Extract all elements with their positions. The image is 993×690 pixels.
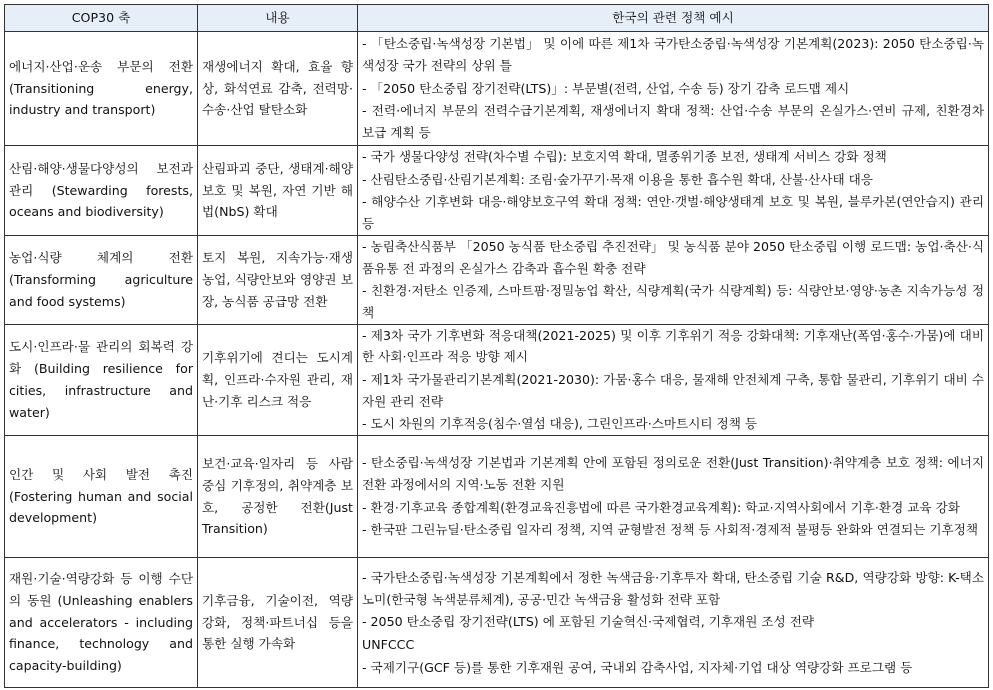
- policy-item: - 해양수산 기후변화 대응·해양보호구역 확대 정책: 연안·갯벌·해양생태계 보호 및 복원, 블루카본(연안습지) 관리 등: [362, 194, 984, 232]
- policy-item: - 제1차 국가물관리기본계획(2021-2030): 가뭄·홍수 대응, 물재해 안전체계 구축, 통합 물관리, 기후위기 대비 수자원 관리 전략: [362, 372, 984, 409]
- content-cell: 기후위기에 견디는 도시계획, 인프라·수자원 관리, 재난·기후 리스크 적응: [198, 324, 358, 436]
- policy-cell: [358, 324, 989, 436]
- table-row: [5, 146, 989, 236]
- axis-cell: 인간 및 사회 발전 촉진 (Fostering human and social development): [5, 436, 198, 558]
- axis-cell: 산림·해양·생물다양성의 보전과 관리 (Stewarding forests, oceans and biodiversity): [5, 146, 198, 236]
- policy-table-container: [4, 4, 988, 688]
- table-row: [5, 235, 989, 324]
- policy-item: - 도시 차원의 기후적응(침수·열섬 대응), 그린인프라·스마트시티 정책 등: [362, 416, 758, 432]
- content-cell: 산림파괴 중단, 생태계·해양 보호 및 복원, 자연 기반 해법(NbS) 확대: [198, 146, 358, 236]
- policy-item: - 농림축산식품부 「2050 농식품 탄소중립 추진전략」 및 농식품 분야 2050 탄소중립 이행 로드맵: 농업·축산·식품유통 전 과정의 온실가스 감축과 흡수원 확충 전략: [362, 238, 984, 276]
- policy-item: - 전력·에너지 부문의 전력수급기본계획, 재생에너지 확대 정책: 산업·수송 부문의 온실가스·연비 규제, 친환경차 보급 계획 등: [362, 103, 984, 141]
- axis-cell: 도시·인프라·물 관리의 회복력 강화 (Building resilience for cities, infrastructure and water): [5, 324, 198, 436]
- header-content: 내용: [198, 5, 358, 32]
- policy-cell: [358, 32, 989, 146]
- table-header-row: [5, 5, 989, 32]
- cop30-policy-table: [4, 4, 989, 688]
- content-cell: 보건·교육·일자리 등 사람 중심 기후정의, 취약계층 보호, 공정한 전환(Just Transition): [198, 436, 358, 558]
- policy-item: - 2050 탄소중립 장기전략(LTS) 에 포함된 기술혁신·국제협력, 기후재원 조성 전략: [362, 614, 815, 630]
- content-cell: 재생에너지 확대, 효율 향상, 화석연료 감축, 전력망·수송·산업 탈탄소화: [198, 32, 358, 146]
- policy-cell: [358, 146, 989, 236]
- table-row: [5, 558, 989, 688]
- policy-item: - 국가 생물다양성 전략(차수별 수립): 보호지역 확대, 멸종위기종 보전, 생태계 서비스 강화 정책: [362, 149, 887, 164]
- policy-cell: [358, 558, 989, 688]
- table-row: [5, 436, 989, 558]
- axis-cell: 재원·기술·역량강화 등 이행 수단의 동원 (Unleashing enablers and accelerators - including finance, technology and capacity-building): [5, 558, 198, 688]
- axis-cell: 농업·식량 체계의 전환 (Transforming agriculture and food systems): [5, 235, 198, 324]
- policy-item: - 산림탄소중립·산림기본계획: 조림·숲가꾸기·목재 이용을 통한 흡수원 확대, 산불·산사태 대응: [362, 171, 873, 187]
- content-cell: 토지 복원, 지속가능·재생 농업, 식량안보와 영양권 보장, 농식품 공급망 전환: [198, 235, 358, 324]
- policy-item: - 친환경·저탄소 인증제, 스마트팜·정밀농업 확산, 식량계획(국가 식량계획) 등: 식량안보·영양·농촌 지속가능성 정책: [362, 283, 984, 320]
- policy-item: - 국가탄소중립·녹색성장 기본계획에서 정한 녹색금융·기후투자 확대, 탄소중립 기술 R&D, 역량강화 방향: K-택소노미(한국형 녹색분류체계), 공공·민간 녹색금융 활성화 전략 포함: [362, 569, 984, 607]
- policy-item: - 환경·기후교육 종합계획(환경교육진흥법에 따른 국가환경교육계획): 학교·지역사회에서 기후·환경 교육 강화: [362, 499, 960, 515]
- policy-item: - 국제기구(GCF 등)를 통한 기후재원 공여, 국내외 감축사업, 지자체·기업 대상 역량강화 프로그램 등: [362, 659, 913, 675]
- policy-item: - 「탄소중립·녹색성장 기본법」 및 이에 따른 제1차 국가탄소중립·녹색성장 기본계획(2023): 2050 탄소중립·녹색성장 국가 전략의 상위 틀: [362, 36, 984, 73]
- policy-cell: [358, 436, 989, 558]
- table-row: [5, 32, 989, 146]
- policy-item: UNFCCC: [362, 636, 415, 652]
- policy-item: - 「2050 탄소중립 장기전략(LTS)」: 부문별(전력, 산업, 수송 등) 장기 감축 로드맵 제시: [362, 80, 850, 96]
- policy-item: - 제3차 국가 기후변화 적응대책(2021-2025) 및 이후 기후위기 적응 강화대책: 기후재난(폭염·홍수·가뭄)에 대비한 사회·인프라 적응 방향 제시: [362, 327, 984, 365]
- policy-item: - 탄소중립·녹색성장 기본법과 기본계획 안에 포함된 정의로운 전환(Just Transition)·취약계층 보호 정책: 에너지 전환 과정에서의 지역·노동 전환 지원: [362, 455, 984, 492]
- table-row: [5, 324, 989, 436]
- policy-cell: [358, 235, 989, 324]
- policy-item: - 한국판 그린뉴딜·탄소중립 일자리 정책, 지역 균형발전 정책 등 사회적·경제적 불평등 완화와 연결되는 기후정책: [362, 522, 979, 538]
- axis-cell: 에너지·산업·운송 부문의 전환(Transitioning energy, industry and transport): [5, 32, 198, 146]
- header-korea-policy-examples: 한국의 관련 정책 예시: [358, 5, 989, 32]
- content-cell: 기후금융, 기술이전, 역량 강화, 정책·파트너십 등을 통한 실행 가속화: [198, 558, 358, 688]
- header-cop30-axis: COP30 축: [5, 5, 198, 32]
